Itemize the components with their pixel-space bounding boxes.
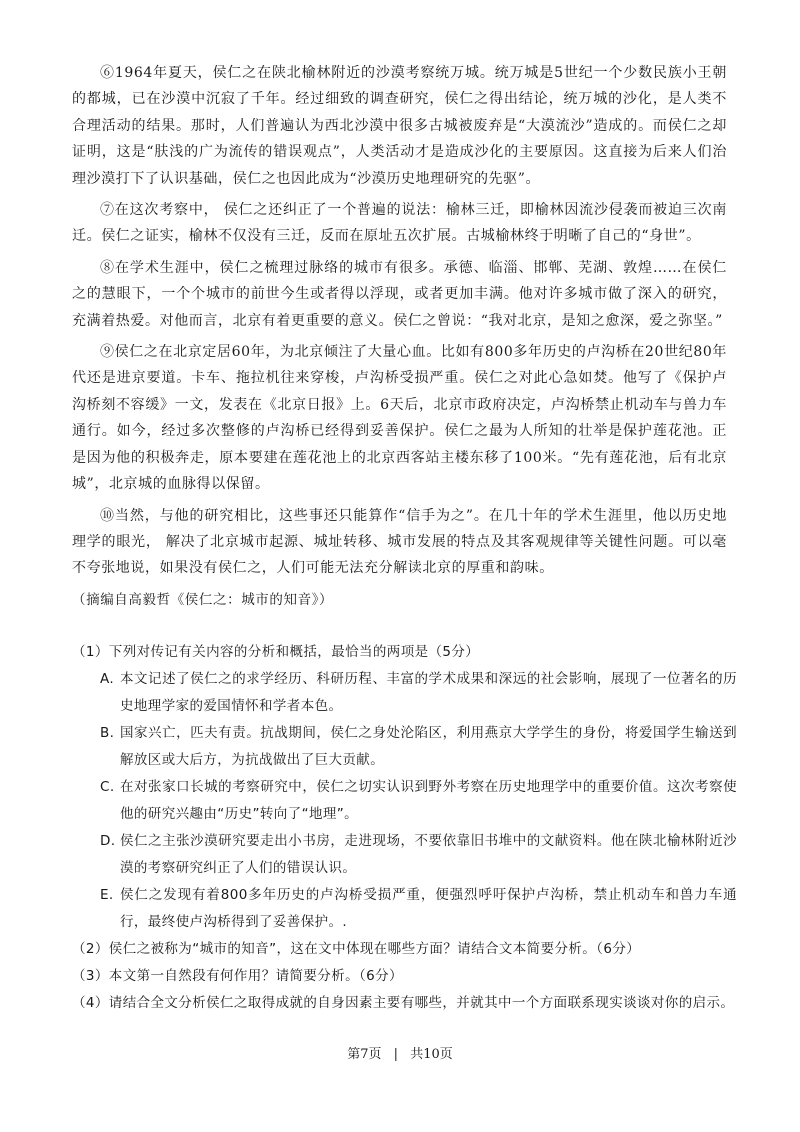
option-text: 在对张家口长城的考察研究中，侯仁之切实认识到野外考察在历史地理学中的重要价值。这次考察使他的研究兴趣由“历史”转向了“地理”。 <box>120 779 737 822</box>
page-footer <box>0 1043 800 1062</box>
option-letter: A. <box>100 671 115 687</box>
paragraph-8: ⑧在学术生涯中，侯仁之梳理过脉络的城市有很多。承德、临淄、邯郸、芜湖、敦煌……在侯仁之的慧眼下，一个个城市的前世今生或者得以浮现，或者更加丰满。他对许多城市做了深入的研究，充满着热爱。对他而言，北京有着更重要的意义。侯仁之曾说：“我对北京，是知之愈深，爱之弥坚。” <box>72 259 727 329</box>
paragraph-6: ⑥1964年夏天，侯仁之在陕北榆林附近的沙漠考察统万城。统万城是5世纪一个少数民族小王朝的都城，已在沙漠中沉寂了千年。经过细致的调查研究，侯仁之得出结论，统万城的沙化，是人类不合理活动的结果。那时，人们普遍认为西北沙漠中很多古城被废弃是“大漠流沙”造成的。而侯仁之却证明，这是“肤浅的广为流传的错误观点”，人类活动才是造成沙化的主要原因。这直接为后来人们治理沙漠打下了认识基础，侯仁之也因此成为“沙漠历史地理研究的先驱”。 <box>72 65 727 187</box>
article-body <box>72 60 727 618</box>
option-c <box>100 774 737 828</box>
option-letter: C. <box>100 779 115 795</box>
footer-separator: | <box>393 1047 399 1062</box>
option-text: 侯仁之主张沙漠研究要走出小书房，走进现场，不要依靠旧书堆中的文献资料。他在陕北榆林附近沙漠的考察研究纠正了人们的错误认识。 <box>120 833 737 876</box>
article-source: （摘编自高毅哲《侯仁之：城市的知音》） <box>72 591 334 608</box>
paragraph-7: ⑦在这次考察中， 侯仁之还纠正了一个普遍的说法：榆林三迁，即榆林因流沙侵袭而被迫三次南迁。侯仁之证实，榆林不仅没有三迁，反而在原址五次扩展。古城榆林终于明晰了自己的“身世”。 <box>72 202 727 245</box>
option-b <box>100 720 737 774</box>
page-number: 第7页 <box>347 1047 382 1062</box>
question-2: （2）侯仁之被称为“城市的知音”，这在文中体现在哪些方面？请结合文本简要分析。（6分） <box>72 941 641 957</box>
option-e <box>100 882 737 936</box>
paragraph-9: ⑨侯仁之在北京定居60年，为北京倾注了大量心血。比如有800多年历史的卢沟桥在20世纪80年代还是进京要道。卡车、拖拉机往来穿梭，卢沟桥受损严重。侯仁之对此心急如焚。他写了《保护卢沟桥刻不容缓》一文，发表在《北京日报》上。6天后，北京市政府决定，卢沟桥禁止机动车与兽力车通行。如今，经过多次整修的卢沟桥已经得到妥善保护。侯仁之最为人所知的壮举是保护莲花池。正是因为他的积极奔走，原本要建在莲花池上的北京西客站主楼东移了100米。“先有莲花池，后有北京城”，北京城的血脉得以保留。 <box>72 344 727 493</box>
option-letter: D. <box>100 833 116 849</box>
option-a <box>100 666 737 720</box>
question-1-options <box>100 666 737 936</box>
question-4: （4）请结合全文分析侯仁之取得成就的自身因素主要有哪些，并就其中一个方面联系现实谈谈对你的启示。 <box>72 995 735 1011</box>
question-1-stem: （1）下列对传记有关内容的分析和概括，最恰当的两项是（5分） <box>72 644 480 660</box>
option-d <box>100 828 737 882</box>
option-letter: E. <box>100 887 114 903</box>
option-text: 侯仁之发现有着800多年历史的卢沟桥受损严重，便强烈呼吁保护卢沟桥，禁止机动车和兽力车通行，最终使卢沟桥得到了妥善保护。. <box>120 887 737 930</box>
questions-section <box>72 639 737 1017</box>
question-3: （3）本文第一自然段有何作用？请简要分析。（6分） <box>72 968 403 984</box>
page-total: 共10页 <box>410 1047 453 1062</box>
option-text: 国家兴亡，匹夫有责。抗战期间，侯仁之身处沦陷区，利用燕京大学学生的身份，将爱国学生输送到解放区或大后方，为抗战做出了巨大贡献。 <box>120 725 737 768</box>
paragraph-10: ⑩当然，与他的研究相比，这些事还只能算作“信手为之”。在几十年的学术生涯里，他以历史地理学的眼光， 解决了北京城市起源、城址转移、城市发展的特点及其客观规律等关键性问题。可以毫不夸张地说，如果没有侯仁之，人们可能无法充分解读北京的厚重和韵味。 <box>72 507 727 577</box>
option-letter: B. <box>100 725 115 741</box>
option-text: 本文记述了侯仁之的求学经历、科研历程、丰富的学术成果和深远的社会影响，展现了一位著名的历史地理学家的爱国情怀和学者本色。 <box>120 671 737 714</box>
